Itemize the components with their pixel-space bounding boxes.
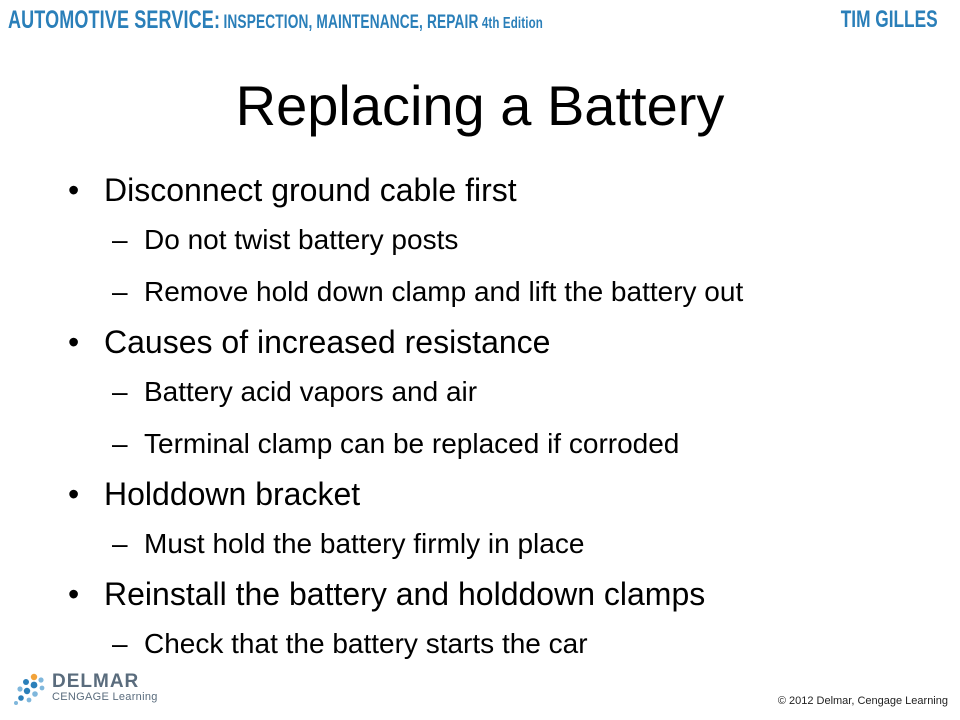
dash-marker: –: [112, 224, 128, 255]
bullet-text: Reinstall the battery and holddown clamps: [104, 576, 706, 612]
bullet-dot: •: [68, 172, 80, 208]
dash-marker: –: [112, 528, 128, 559]
book-title: [8, 6, 543, 35]
sub-bullet-item: [68, 518, 948, 570]
book-title-sub: INSPECTION, MAINTENANCE, REPAIR: [223, 12, 479, 33]
slide-header: [0, 0, 960, 40]
bullet-item: [68, 570, 948, 618]
bullet-text: Causes of increased resistance: [104, 324, 551, 360]
sub-bullet-text: Must hold the battery firmly in place: [144, 528, 585, 559]
bullet-dot: •: [68, 576, 80, 612]
sub-bullet-item: [68, 266, 948, 318]
dash-marker: –: [112, 276, 128, 307]
slide-title: Replacing a Battery: [235, 74, 725, 137]
sub-bullet-text: Do not twist battery posts: [144, 224, 459, 255]
dash-marker: –: [112, 376, 128, 407]
bullet-item: [68, 166, 948, 214]
sub-bullet-text: Check that the battery starts the car: [144, 628, 588, 659]
sub-bullet-item: [68, 366, 948, 418]
logo-wordmark-cengage: CENGAGE Learning: [52, 691, 158, 703]
publisher-logo: [12, 670, 192, 710]
delmar-dots-logo-icon: [12, 672, 48, 706]
bullet-text: Holddown bracket: [104, 476, 361, 512]
sub-bullet-item: [68, 418, 948, 470]
dash-marker: –: [112, 428, 128, 459]
sub-bullet-item: [68, 618, 948, 670]
bullet-dot: •: [68, 324, 80, 360]
bullet-item: [68, 470, 948, 518]
book-edition: 4th Edition: [481, 15, 543, 32]
dash-marker: –: [112, 628, 128, 659]
book-author: TIM GILLES: [841, 6, 938, 33]
bullet-text: Disconnect ground cable first: [104, 172, 517, 208]
sub-bullet-text: Remove hold down clamp and lift the battery out: [144, 276, 744, 307]
bullet-item: [68, 318, 948, 366]
bullet-dot: •: [68, 476, 80, 512]
sub-bullet-item: [68, 214, 948, 266]
logo-wordmark-delmar: DELMAR: [52, 671, 140, 692]
sub-bullet-text: Battery acid vapors and air: [144, 376, 478, 407]
copyright-notice: © 2012 Delmar, Cengage Learning: [777, 695, 948, 707]
bullet-list: [68, 166, 948, 670]
book-title-main: AUTOMOTIVE SERVICE:: [8, 6, 221, 34]
sub-bullet-text: Terminal clamp can be replaced if corroded: [144, 428, 680, 459]
